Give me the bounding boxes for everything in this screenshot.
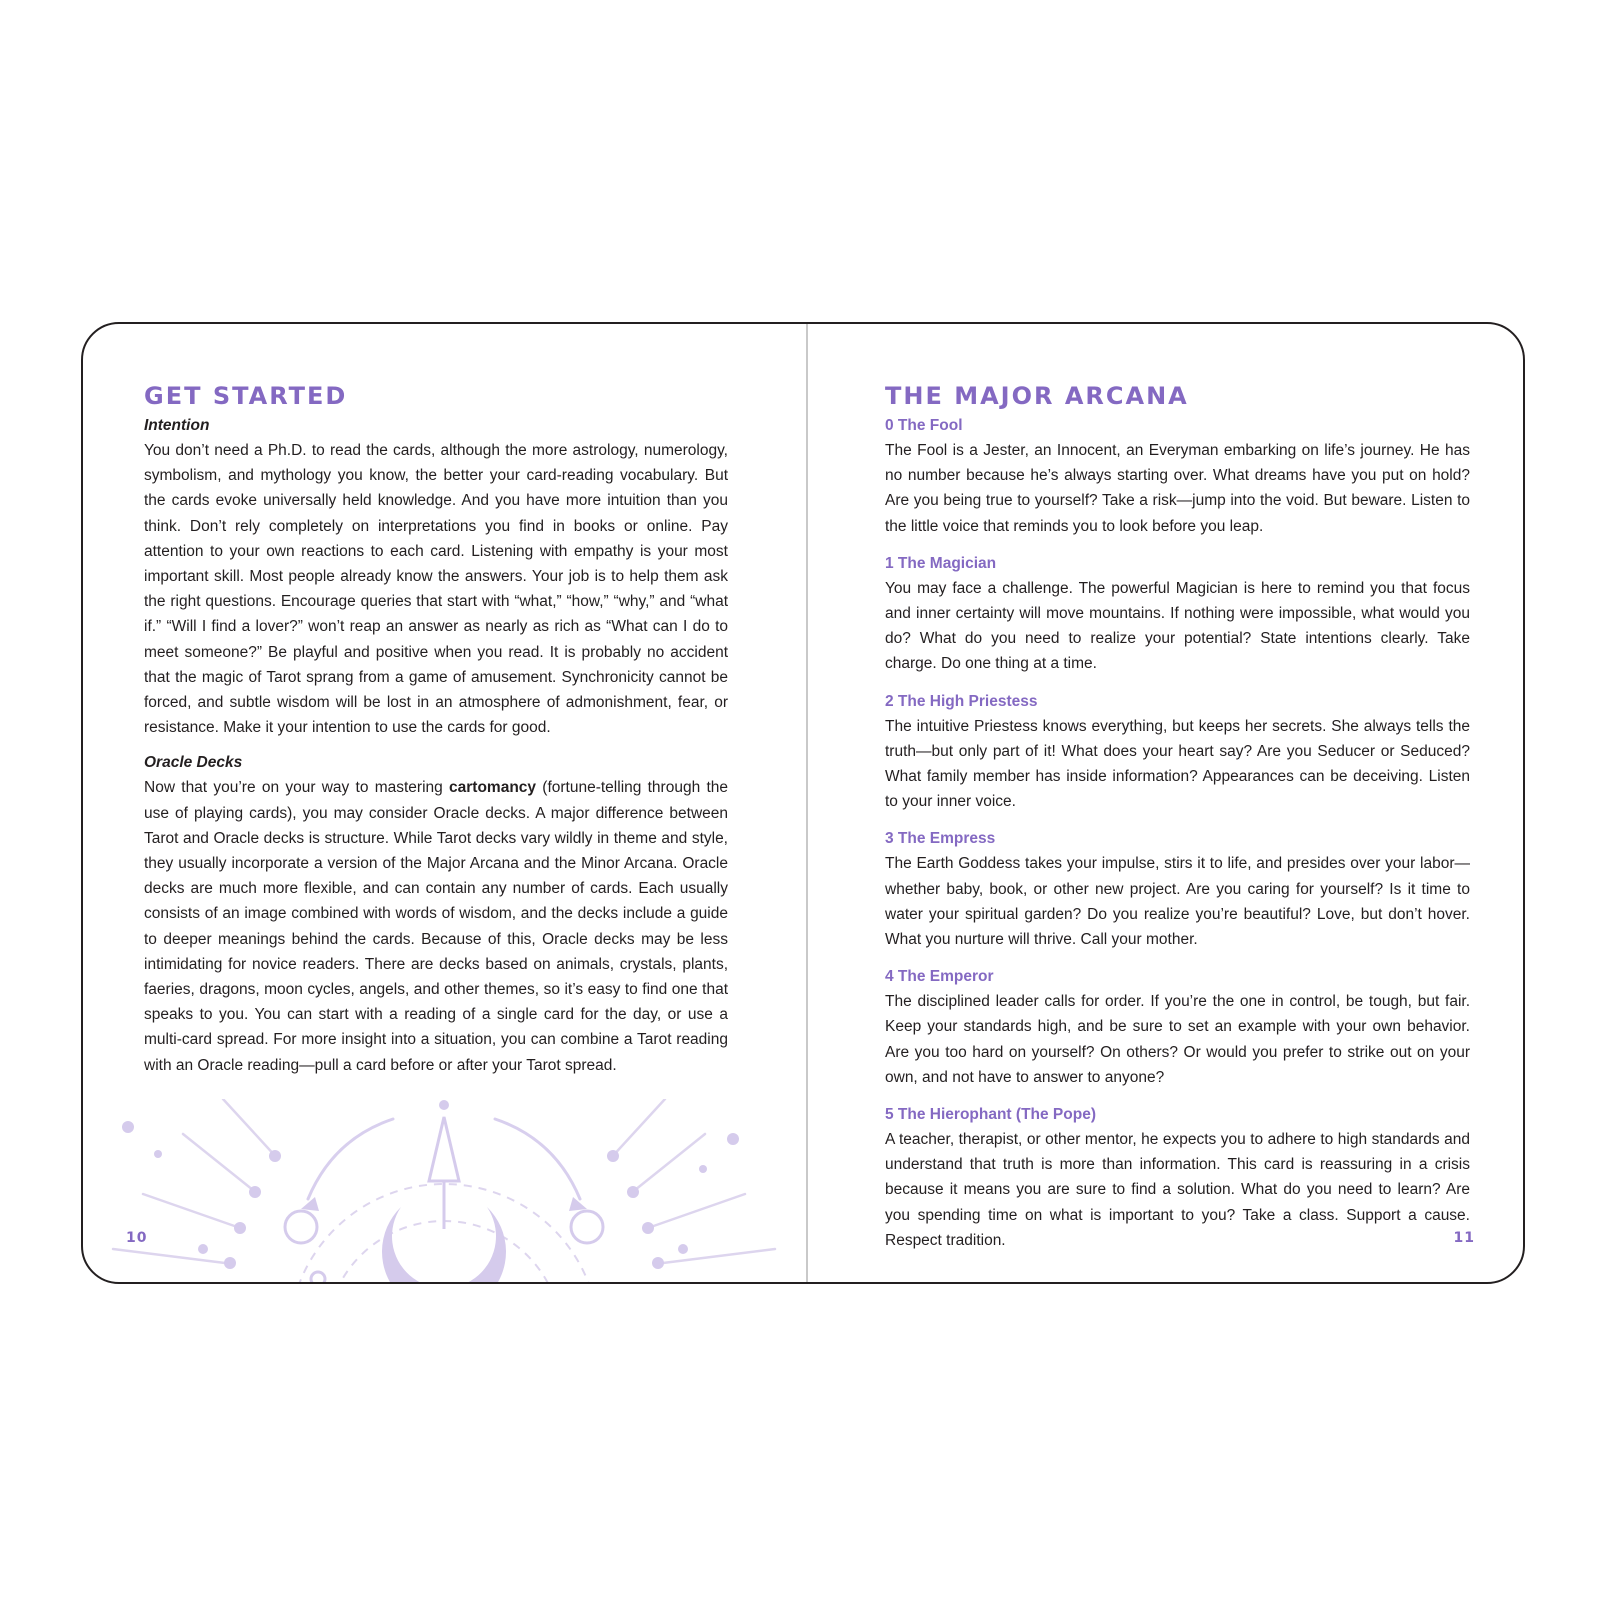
section-title-intention: Intention: [144, 417, 210, 434]
page-number-left: 10: [126, 1230, 148, 1246]
right-content: [885, 379, 1470, 1253]
card-title-hierophant: 5 The Hierophant (The Pope): [885, 1106, 1096, 1124]
card-body-high-priestess: The intuitive Priestess knows everything, but keeps her secrets. She always tells the truth—but only part of it! What does your heart say? Are you Seducer or Seduced? What family member has inside information? Appearances can be deceiving. Listen to your inner voice.: [885, 717, 1470, 811]
page-number-right: 11: [1453, 1230, 1475, 1246]
oracle-body-rest: (fortune-telling through the use of playing cards), you may consider Oracle decks. A major difference between Tarot and Oracle decks is structure. While Tarot decks vary wildly in theme and style, they usually incorporate a version of the Major Arcana and the Minor Arcana. Oracle decks are much more flexible, and can contain any number of cards. Each usually consists of an image combined with words of wisdom, and the decks include a guide to deeper meanings behind the cards. Because of this, Oracle decks may be less intimidating for novice readers. There are decks based on animals, crystals, plants, faeries, dragons, moon cycles, angels, and other themes, so it’s easy to find one that speaks to you. You can start with a reading of a single card for the day, or use a multi-card spread. For more insight into a situation, you can combine a Tarot reading with an Oracle reading—pull a card before or after your Tarot spread.: [144, 779, 728, 1074]
card-body-emperor: The disciplined leader calls for order. If you’re the one in control, be tough, but fair. Keep your standards high, and be sure to set an example with your own behavior. Are you too hard on yourself? On others? Or would you prefer to strike out on your own, and not have to answer to anyone?: [885, 993, 1470, 1086]
page-heading-get-started: GET STARTED: [144, 382, 348, 410]
card-title-fool: 0 The Fool: [885, 417, 963, 434]
card-title-empress: 3 The Empress: [885, 830, 996, 848]
oracle-body-intro: Now that you’re on your way to mastering: [144, 779, 450, 797]
card-body-magician: You may face a challenge. The powerful Magician is here to remind you that focus and inner certainty will move mountains. If nothing were impossible, what would you do? What do you need to realize your potential? State intentions clearly. Take charge. Do one thing at a time.: [885, 579, 1470, 673]
section-body-oracle-decks: [144, 775, 728, 1077]
oracle-body-term: cartomancy: [449, 779, 537, 797]
card-title-high-priestess: 2 The High Priestess: [885, 692, 1038, 710]
left-content: [144, 379, 728, 1078]
section-body-intention: You don’t need a Ph.D. to read the cards, although the more astrology, numerology, symbolism, and mythology you know, the better your card-reading vocabulary. But the cards evoke universally held knowledge. And you have more intuition than you think. Don’t rely completely on interpretations you find in books or online. Pay attention to your own reactions to each card. Listening with empathy is your most important skill. Most people already know the answers. Your job is to help them ask the right questions. Encourage queries that start with “what,” “how,” “why,” and “what if.” “Will I find a lover?” won’t reap an answer as nearly as rich as “What can I do to meet someone?” Be playful and positive when you read. It is probably no accident that the magic of Tarot sprang from a game of amusement. Synchronicity cannot be forced, and subtle wisdom will be lost in an atmosphere of admonishment, fear, or resistance. Make it your intention to use the cards for good.: [144, 442, 728, 737]
card-title-magician: 1 The Magician: [885, 554, 997, 572]
section-title-oracle-decks: Oracle Decks: [144, 754, 243, 772]
page-heading-major-arcana: THE MAJOR ARCANA: [885, 382, 1189, 410]
crescent-moon-ornament: [83, 1099, 806, 1284]
book-spread: [81, 322, 1525, 1284]
card-body-empress: The Earth Goddess takes your impulse, stirs it to life, and presides over your labor—whether baby, book, or other new project. Are you caring for yourself? Is it time to water your spiritual garden? Do you realize you’re beautiful? Love, but don’t hover. What you nurture will thrive. Call your mother.: [885, 855, 1470, 949]
card-body-fool: The Fool is a Jester, an Innocent, an Everyman embarking on life’s journey. He has no number because he’s always starting over. What dreams have you put on hold? Are you being true to yourself? Take a risk—jump into the void. But beware. Listen to the little voice that reminds you to look before you leap.: [885, 442, 1470, 535]
card-title-emperor: 4 The Emperor: [885, 968, 994, 986]
card-body-hierophant: A teacher, therapist, or other mentor, he expects you to adhere to high standards and understand that truth is more than information. This card is reassuring in a crisis because it means you are sure to find a solution. What do you need to learn? Are you spending time on what is important to you? Take a class. Support a cause. Respect tradition.: [885, 1131, 1470, 1249]
left-page: [83, 324, 806, 1282]
right-page: [808, 324, 1525, 1282]
